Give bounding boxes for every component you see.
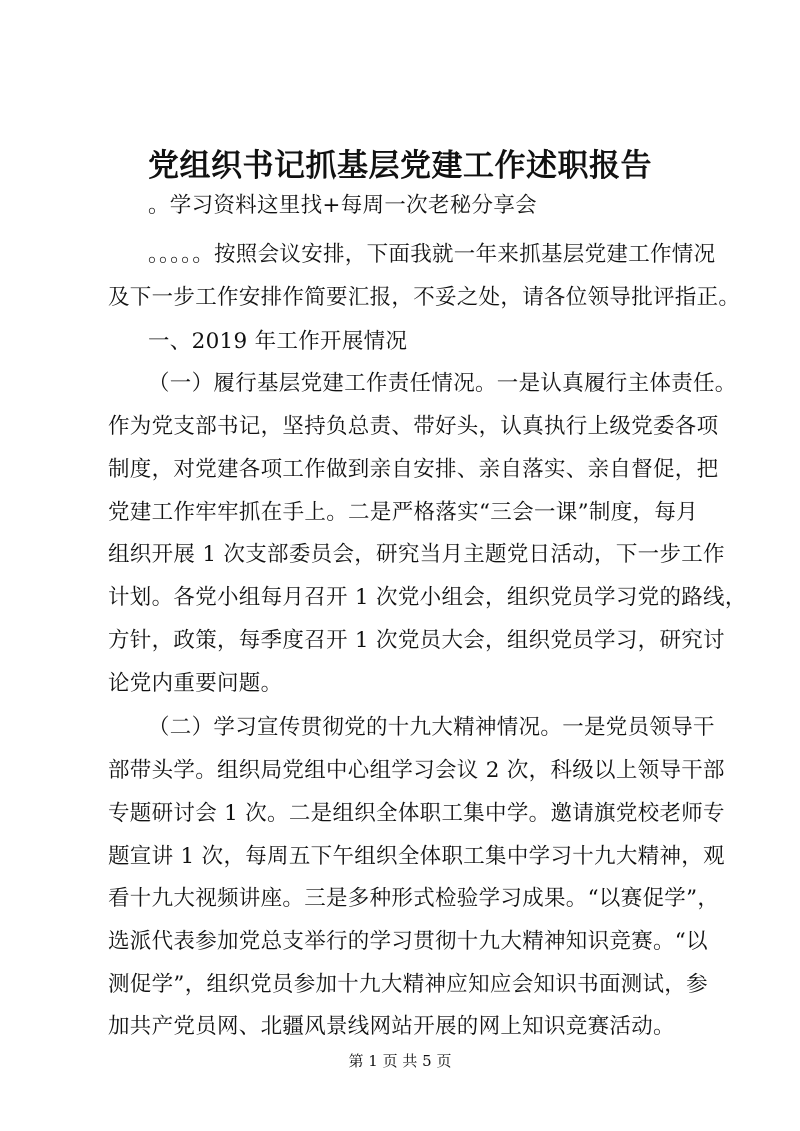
paragraph-line: 组织开展 1 次支部委员会，研究当月主题党日活动，下一步工作 — [108, 542, 725, 567]
paragraph-line: 加共产党员网、北疆风景线网站开展的网上知识竞赛活动。 — [108, 1014, 675, 1039]
paragraph-line: 看十九大视频讲座。三是多种形式检验学习成果。“以赛促学”， — [108, 886, 720, 911]
paragraph-line: 部带头学。组织局党组中心组学习会议 2 次，科级以上领导干部 — [108, 758, 725, 783]
paragraph-line: 作为党支部书记，坚持负总责、带好头，认真执行上级党委各项 — [108, 414, 719, 439]
intro-line: 及下一步工作安排作简要汇报，不妥之处，请各位领导批评指正。 — [108, 285, 741, 310]
paragraph-line: 选派代表参加党总支举行的学习贯彻十九大精神知识竞赛。“以 — [108, 929, 708, 954]
section-heading: 一、2019 年工作开展情况 — [148, 329, 408, 354]
paragraph-line: （一）履行基层党建工作责任情况。一是认真履行主体责任。 — [148, 371, 737, 396]
paragraph-line: 方针，政策，每季度召开 1 次党员大会，组织党员学习，研究讨 — [108, 628, 725, 653]
paragraph-line: 题宣讲 1 次，每周五下午组织全体职工集中学习十九大精神，观 — [108, 844, 725, 869]
paragraph-line: 党建工作牢牢抓在手上。二是严格落实“三会一课”制度，每月 — [108, 500, 698, 525]
paragraph-line: 论党内重要问题。 — [108, 671, 283, 696]
subtitle-line: 。学习资料这里找+每周一次老秘分享会 — [148, 193, 537, 218]
paragraph-line: （二）学习宣传贯彻党的十九大精神情况。一是党员领导干 — [148, 715, 715, 740]
paragraph-line: 制度，对党建各项工作做到亲自安排、亲自落实、亲自督促，把 — [108, 457, 719, 482]
paragraph-line: 计划。各党小组每月召开 1 次党小组会，组织党员学习党的路线， — [108, 585, 747, 610]
paragraph-line: 专题研讨会 1 次。二是组织全体职工集中学。邀请旗党校老师专 — [108, 801, 725, 826]
paragraph-line: 测促学”，组织党员参加十九大精神应知应会知识书面测试，参 — [108, 972, 708, 997]
document-title: 党组织书记抓基层党建工作述职报告 — [148, 148, 652, 184]
intro-line: 。。。。。按照会议安排，下面我就一年来抓基层党建工作情况 — [148, 242, 716, 267]
page-footer: 第 1 页 共 5 页 — [348, 1052, 452, 1070]
